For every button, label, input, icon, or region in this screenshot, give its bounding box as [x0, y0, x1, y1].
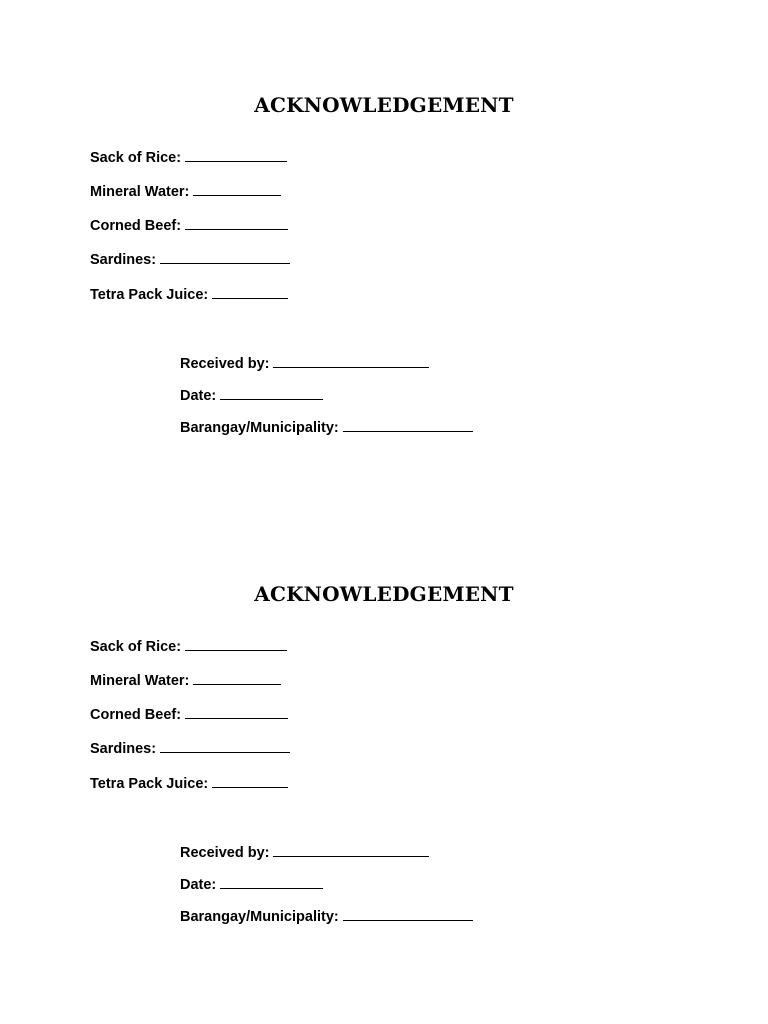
receipt-label: Date: — [180, 877, 217, 893]
date-line — [180, 875, 323, 894]
item-label: Sack of Rice: — [90, 639, 182, 655]
date-blank[interactable] — [220, 386, 323, 400]
receipt-label: Received by: — [180, 356, 270, 372]
item-sack-of-rice — [90, 148, 287, 167]
sardines-blank[interactable] — [160, 250, 290, 264]
item-label: Sardines: — [90, 252, 157, 268]
receipt-label: Received by: — [180, 845, 270, 861]
item-corned-beef — [90, 705, 288, 724]
form-title: ACKNOWLEDGEMENT — [254, 93, 514, 117]
date-blank[interactable] — [220, 875, 323, 889]
item-mineral-water — [90, 671, 281, 690]
barangay-municipality-line — [180, 418, 473, 437]
barangay-municipality-line — [180, 907, 473, 926]
received-by-blank[interactable] — [273, 354, 429, 368]
item-label: Tetra Pack Juice: — [90, 287, 209, 303]
item-label: Mineral Water: — [90, 673, 190, 689]
corned-beef-blank[interactable] — [185, 705, 288, 719]
date-line — [180, 386, 323, 405]
receipt-label: Date: — [180, 388, 217, 404]
item-label: Sardines: — [90, 741, 157, 757]
form-title: ACKNOWLEDGEMENT — [254, 582, 514, 606]
received-by-line — [180, 354, 429, 373]
item-mineral-water — [90, 182, 281, 201]
tetra-pack-juice-blank[interactable] — [212, 285, 288, 299]
item-label: Corned Beef: — [90, 707, 182, 723]
sardines-blank[interactable] — [160, 739, 290, 753]
item-tetra-pack-juice — [90, 285, 288, 304]
item-tetra-pack-juice — [90, 774, 288, 793]
receipt-label: Barangay/Municipality: — [180, 909, 339, 925]
barangay-municipality-blank[interactable] — [343, 418, 473, 432]
item-sardines — [90, 739, 290, 758]
mineral-water-blank[interactable] — [193, 182, 281, 196]
corned-beef-blank[interactable] — [185, 216, 288, 230]
barangay-municipality-blank[interactable] — [343, 907, 473, 921]
item-sardines — [90, 250, 290, 269]
acknowledgement-form-1 — [0, 0, 768, 436]
received-by-blank[interactable] — [273, 843, 429, 857]
sack-of-rice-blank[interactable] — [185, 148, 287, 162]
item-label: Tetra Pack Juice: — [90, 776, 209, 792]
item-label: Mineral Water: — [90, 184, 190, 200]
mineral-water-blank[interactable] — [193, 671, 281, 685]
acknowledgement-form-2 — [0, 489, 768, 925]
receipt-label: Barangay/Municipality: — [180, 420, 339, 436]
item-sack-of-rice — [90, 637, 287, 656]
tetra-pack-juice-blank[interactable] — [212, 774, 288, 788]
item-label: Corned Beef: — [90, 218, 182, 234]
sack-of-rice-blank[interactable] — [185, 637, 287, 651]
item-label: Sack of Rice: — [90, 150, 182, 166]
received-by-line — [180, 843, 429, 862]
item-corned-beef — [90, 216, 288, 235]
